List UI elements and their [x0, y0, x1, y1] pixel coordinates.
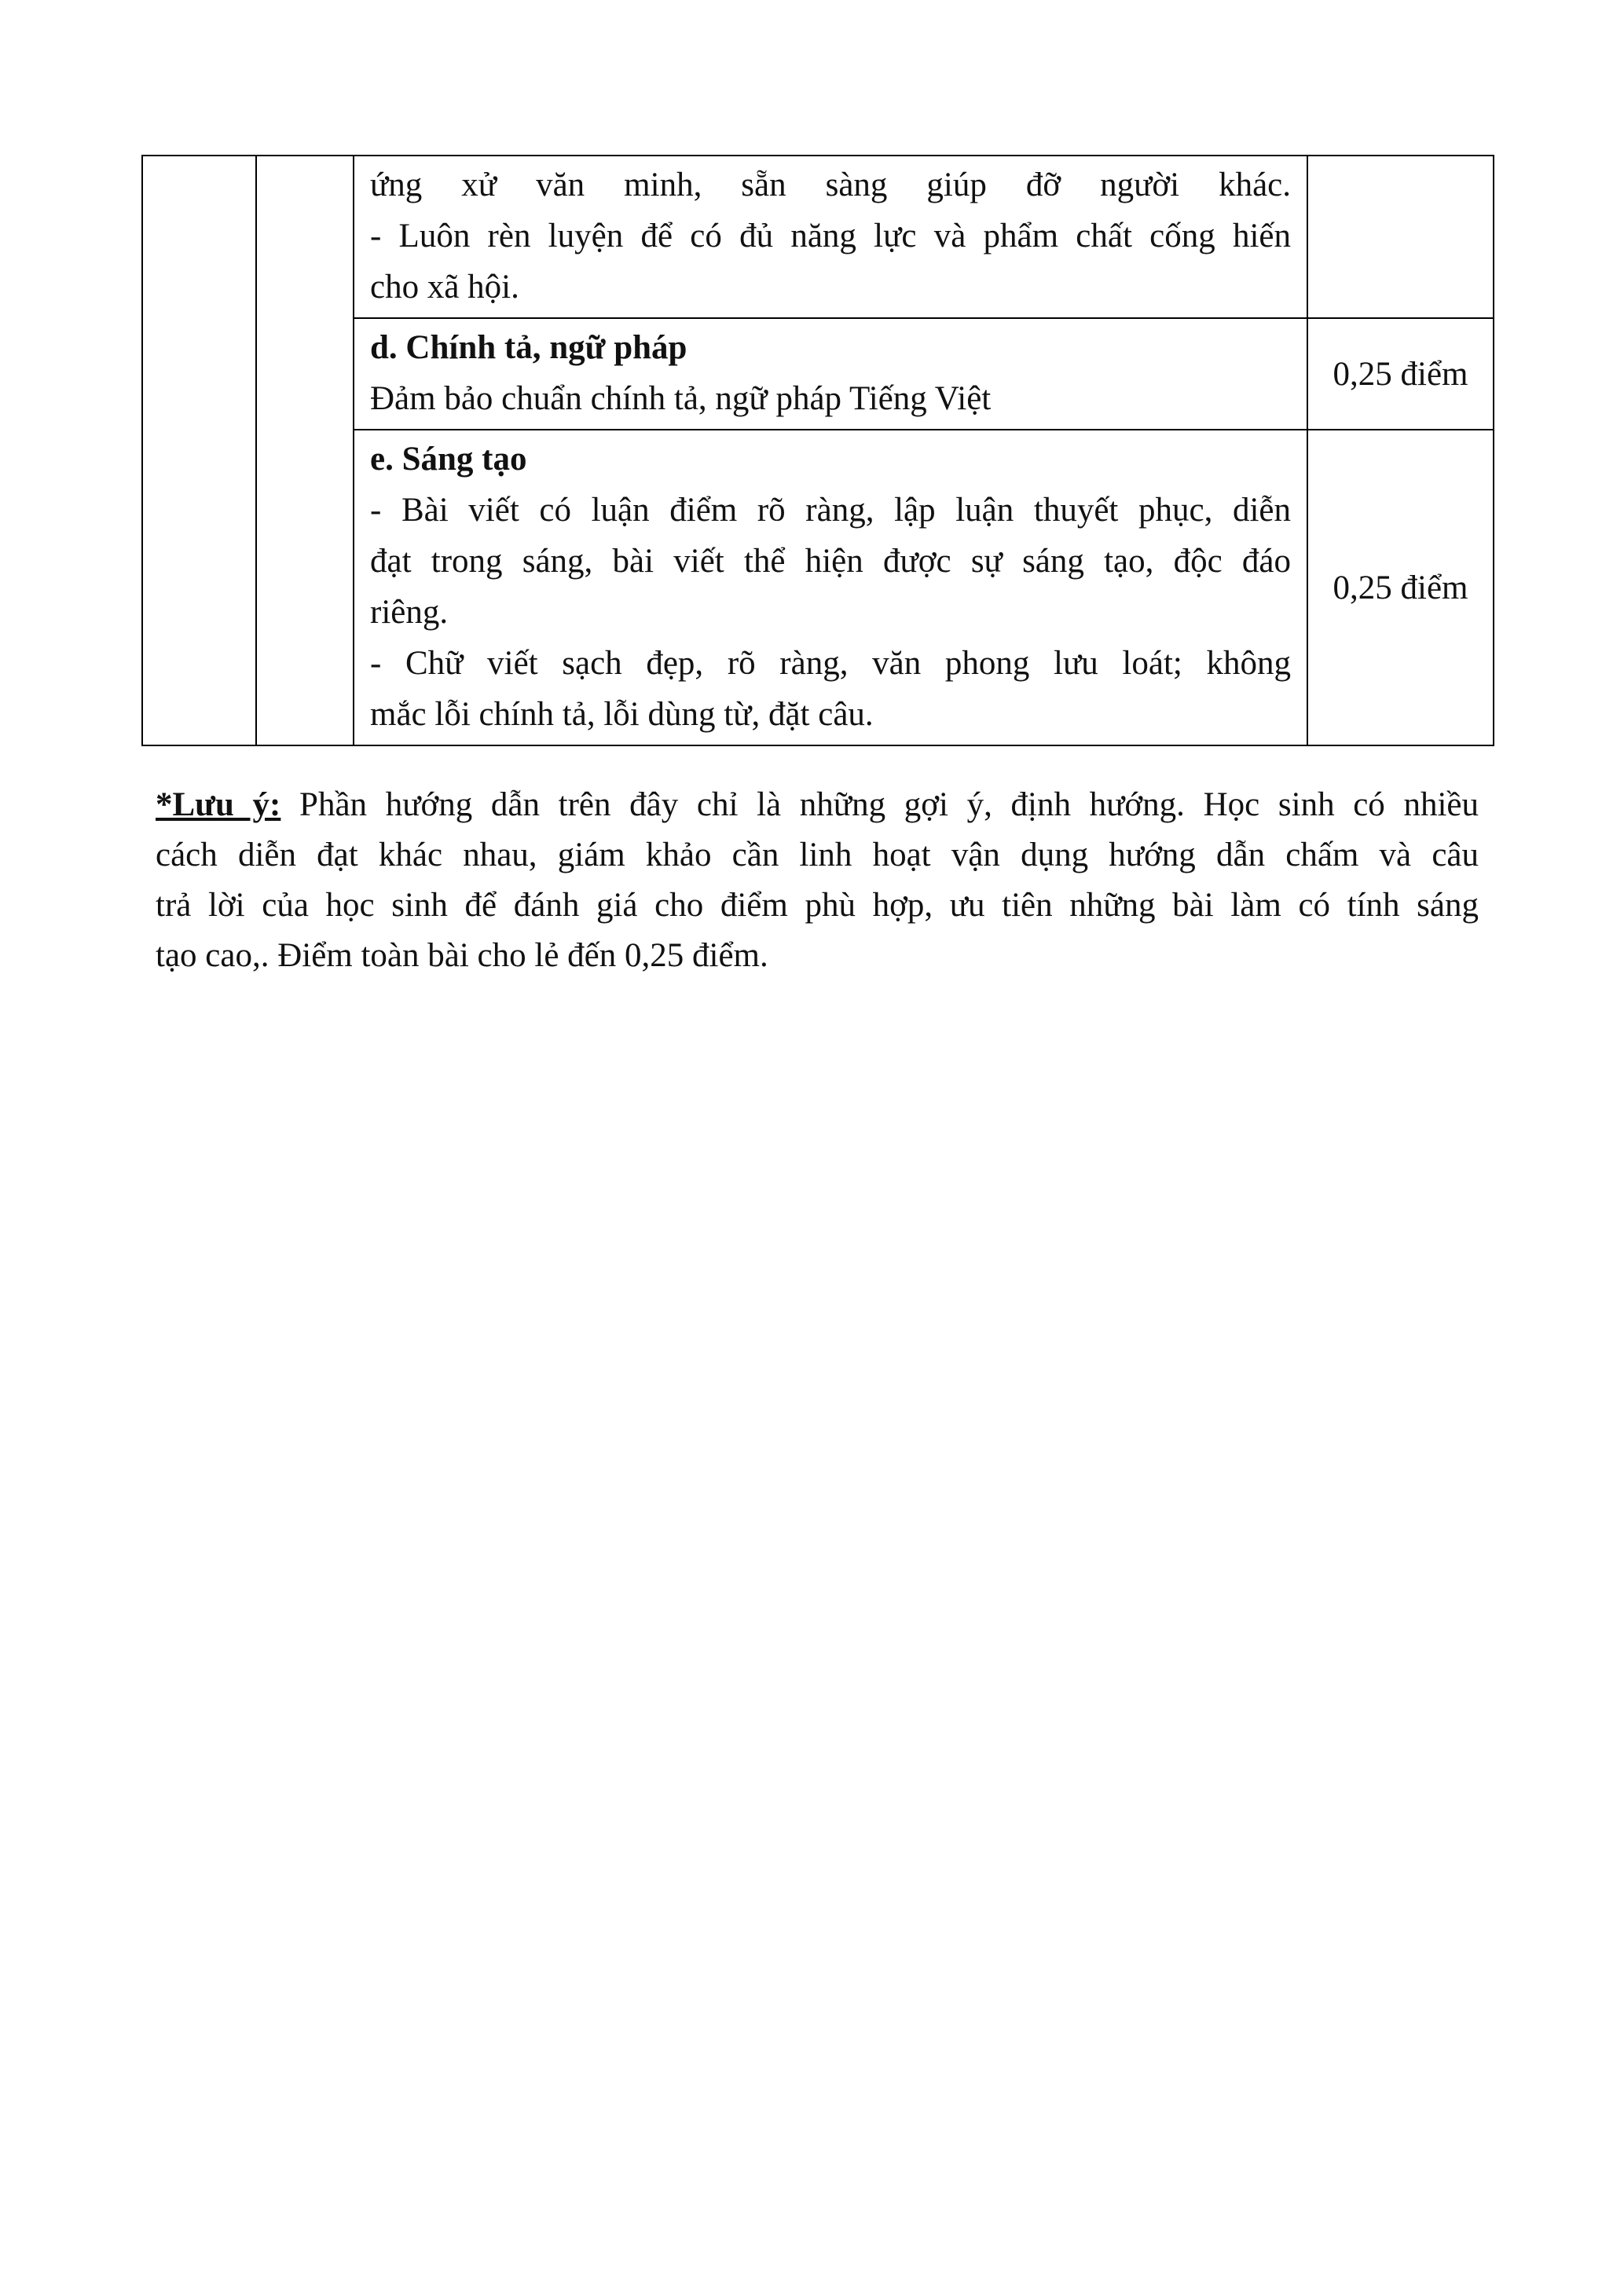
- note-label: *Lưu ý:: [156, 786, 281, 823]
- criteria-line: riêng.: [370, 594, 449, 631]
- criteria-cell: [354, 318, 1307, 430]
- criteria-line: - Chữ viết sạch đẹp, rõ ràng, văn phong lưu loát; không: [370, 645, 1291, 682]
- criteria-cell: [354, 430, 1307, 745]
- note-line: cách diễn đạt khác nhau, giám khảo cần linh hoạt vận dụng hướng dẫn chấm và câu: [156, 837, 1479, 873]
- question-number-cell: [142, 156, 256, 745]
- criteria-line: đạt trong sáng, bài viết thể hiện được sự sáng tạo, độc đáo: [370, 543, 1291, 580]
- table-row: [142, 156, 1494, 318]
- criteria-line: cho xã hội.: [370, 269, 519, 306]
- score-cell: [1307, 156, 1494, 318]
- score-cell: 0,25 điểm: [1307, 318, 1494, 430]
- score-cell: 0,25 điểm: [1307, 430, 1494, 745]
- criteria-line: - Luôn rèn luyện để có đủ năng lực và phẩm chất cống hiến: [370, 218, 1291, 255]
- part-number-cell: [256, 156, 354, 745]
- criteria-line: Đảm bảo chuẩn chính tả, ngữ pháp Tiếng Việt: [370, 380, 992, 417]
- criteria-line: - Bài viết có luận điểm rõ ràng, lập luận thuyết phục, diễn: [370, 492, 1291, 529]
- note-line: [156, 780, 1479, 830]
- criteria-line: ứng xử văn minh, sẵn sàng giúp đỡ người khác.: [370, 167, 1291, 203]
- criteria-heading: d. Chính tả, ngữ pháp: [370, 329, 687, 366]
- grading-rubric-table: [141, 155, 1494, 746]
- note-text: Phần hướng dẫn trên đây chỉ là những gợi ý, định hướng. Học sinh có nhiều: [280, 786, 1479, 823]
- criteria-heading: e. Sáng tạo: [370, 441, 527, 478]
- note-line: trả lời của học sinh để đánh giá cho điểm phù hợp, ưu tiên những bài làm có tính sáng: [156, 887, 1479, 924]
- note-line: tạo cao,. Điểm toàn bài cho lẻ đến 0,25 điểm.: [156, 937, 768, 974]
- grading-note: [156, 780, 1479, 981]
- criteria-cell: [354, 156, 1307, 318]
- criteria-line: mắc lỗi chính tả, lỗi dùng từ, đặt câu.: [370, 696, 874, 733]
